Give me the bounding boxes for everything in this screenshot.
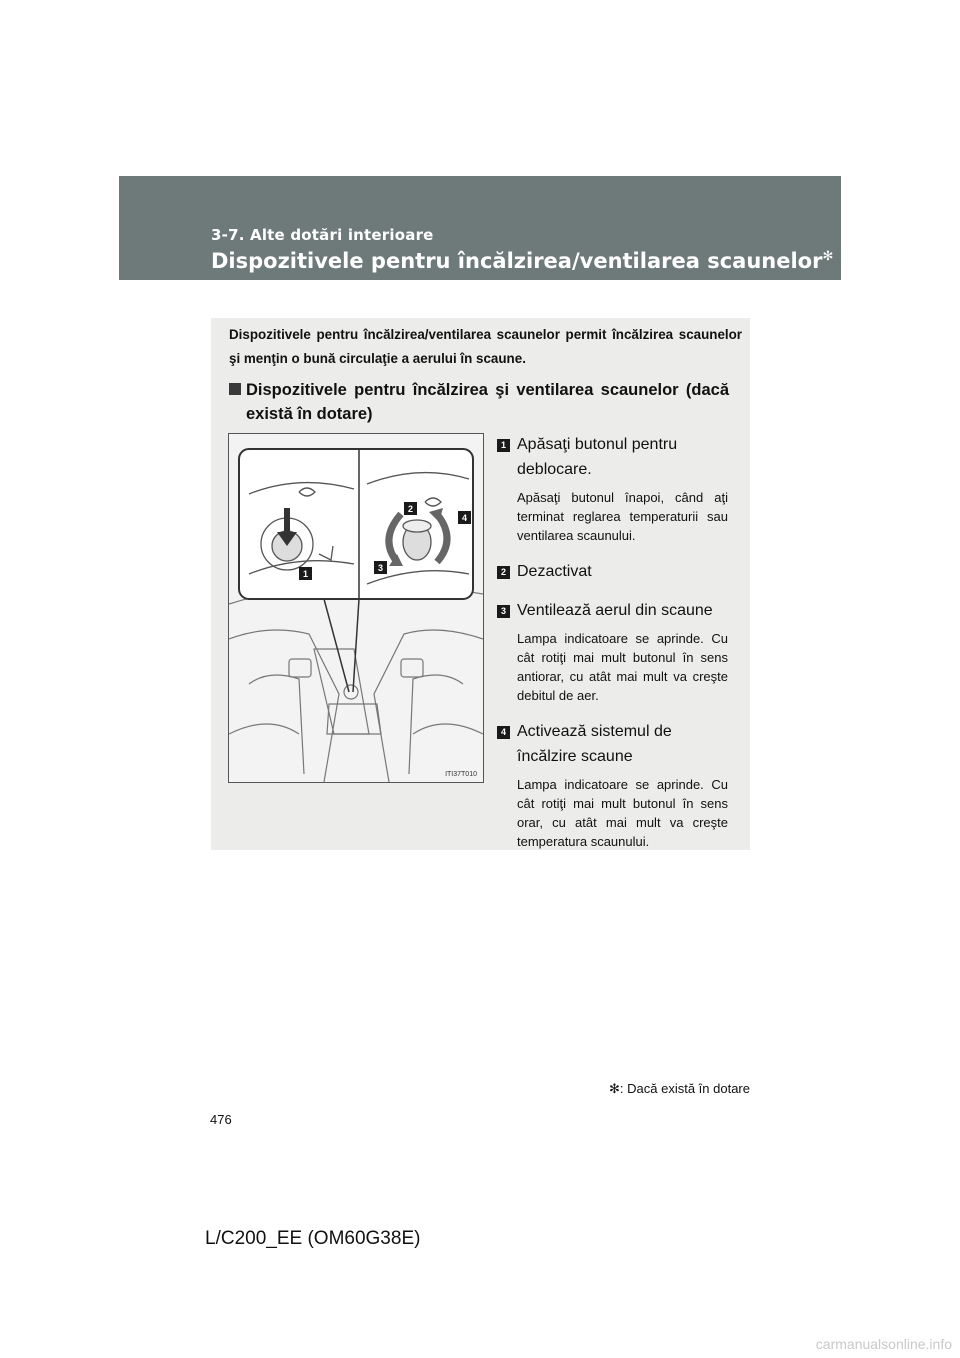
step-note: Apăsaţi butonul înapoi, când aţi terminat reglarea temperaturii sau ventilarea scaunului. — [517, 490, 728, 543]
callout-3-label: 3 — [377, 563, 384, 573]
footnote-text: : Dacă există în dotare — [619, 1081, 750, 1096]
manual-code: L/C200_EE (OM60G38E) — [205, 1228, 421, 1249]
step-number-badge: 3 — [497, 605, 510, 618]
step-item — [497, 598, 728, 705]
bullet-heading — [229, 378, 729, 426]
watermark: carmanualsonline.info — [815, 1336, 952, 1352]
callout-1-label: 1 — [302, 569, 309, 579]
illustration-code: ITI37T010 — [445, 771, 477, 778]
section-label: 3-7. Alte dotări interioare — [211, 226, 434, 244]
step-note: Lampa indicatoare se aprinde. Cu cât rotiţi mai mult butonul în sens orar, cu atât mai mult va creşte temperatura scaunului. — [517, 777, 728, 849]
footnote — [594, 1081, 750, 1097]
asterisk-icon: ✻ — [609, 1081, 620, 1096]
console-drawing — [229, 434, 483, 782]
callout-4-label: 4 — [461, 513, 468, 523]
page-title-text: Dispozitivele pentru încălzirea/ventilarea scaunelor — [211, 249, 823, 273]
step-title: Activează sistemul de încălzire scaune — [517, 723, 672, 765]
step-number-badge: 2 — [497, 566, 510, 579]
bullet-heading-text: Dispozitivele pentru încălzirea şi ventilarea scaunelor (dacă există în dotare) — [246, 381, 729, 423]
step-title: Dezactivat — [517, 563, 592, 580]
seat-control-illustration — [228, 433, 484, 783]
step-item — [497, 559, 728, 584]
square-bullet-icon — [229, 383, 241, 395]
step-number-badge: 1 — [497, 439, 510, 452]
step-title: Apăsaţi butonul pentru deblocare. — [517, 436, 678, 478]
asterisk-icon: ✻ — [822, 249, 834, 264]
step-number-badge: 4 — [497, 726, 510, 739]
intro-paragraph: Dispozitivele pentru încălzirea/ventilarea scaunelor permit încălzirea scaunelor şi menţin o bună circulaţie a aerului în scaune. — [229, 327, 742, 366]
page-title — [211, 249, 833, 273]
step-item — [497, 432, 728, 545]
page-number: 476 — [210, 1112, 232, 1127]
step-note: Lampa indicatoare se aprinde. Cu cât rotiţi mai mult butonul în sens antiorar, cu atât mai mult va creşte debitul de aer. — [517, 631, 728, 703]
step-title: Ventilează aerul din scaune — [517, 602, 713, 619]
steps-list — [497, 432, 728, 865]
step-item — [497, 719, 728, 851]
callout-2-label: 2 — [407, 504, 414, 514]
